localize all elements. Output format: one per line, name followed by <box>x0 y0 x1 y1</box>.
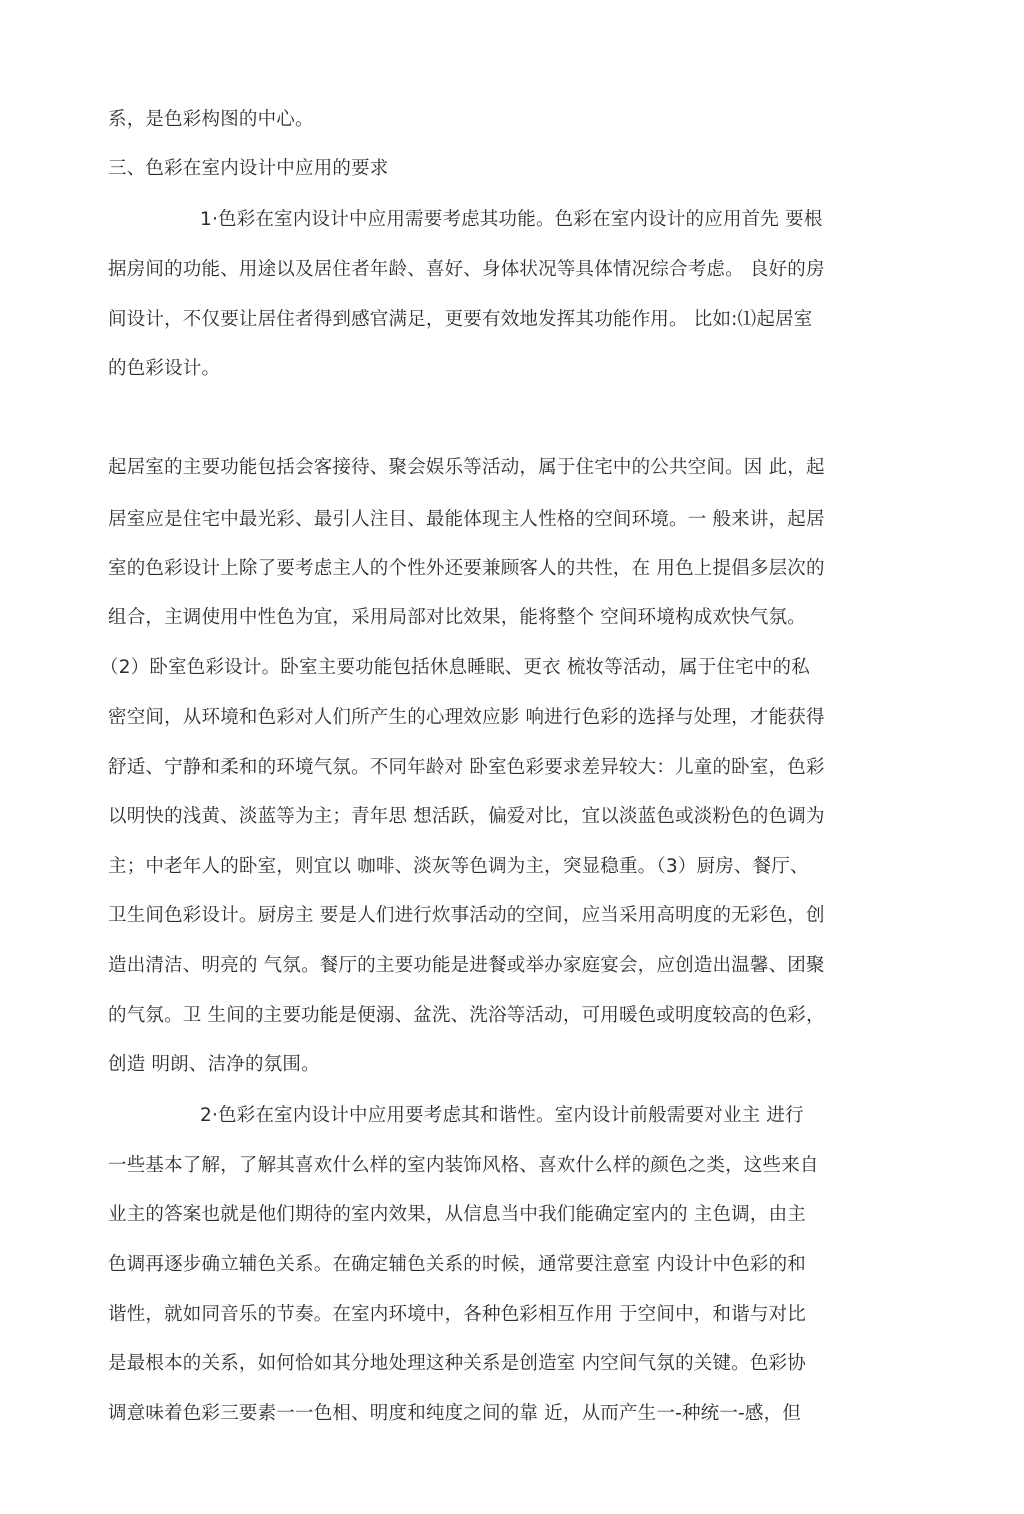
paragraph-2-line-9: 主；中老年人的卧室，则宜以 咖啡、淡灰等色调为主，突显稳重。（3）厨房、餐厅、 <box>108 856 809 877</box>
paragraph-2-line-7: 舒适、宁静和柔和的环境气氛。不同年龄对 卧室色彩要求差异较大：儿童的卧室，色彩 <box>108 757 825 778</box>
paragraph-2-line-10: 卫生间色彩设计。厨房主 要是人们进行炊事活动的空间，应当采用高明度的无彩色，创 <box>108 905 825 926</box>
paragraph-3-line-4: 色调再逐步确立辅色关系。在确定辅色关系的时候，通常要注意室 内设计中色彩的和 <box>108 1254 806 1275</box>
paragraph-3-line-2: 一些基本了解，了解其喜欢什么样的室内装饰风格、喜欢什么样的颜色之类，这些来自 <box>108 1155 819 1176</box>
paragraph-3-line-3: 业主的答案也就是他们期待的室内效果，从信息当中我们能确定室内的 主色调，由主 <box>108 1204 806 1225</box>
paragraph-1-line-4: 的色彩设计。 <box>108 358 221 379</box>
paragraph-2-line-1: 起居室的主要功能包括会客接待、聚会娱乐等活动，属于住宅中的公共空间。因 此，起 <box>108 457 825 478</box>
paragraph-2-line-3: 室的色彩设计上除了要考虑主人的个性外还要兼顾客人的共性，在 用色上提倡多层次的 <box>108 558 825 579</box>
paragraph-1-line-2: 据房间的功能、用途以及居住者年龄、喜好、身体状况等具体情况综合考虑。 良好的房 <box>108 259 825 280</box>
section-heading-3: 三、色彩在室内设计中应用的要求 <box>108 158 389 179</box>
paragraph-2-line-11: 造出清洁、明亮的 气氛。餐厅的主要功能是进餐或举办家庭宴会，应创造出温馨、团聚 <box>108 955 825 976</box>
paragraph-2-line-13: 创造 明朗、洁净的氛围。 <box>108 1054 320 1075</box>
paragraph-1-line-3: 间设计，不仅要让居住者得到感官满足，更要有效地发挥其功能作用。 比如:⑴起居室 <box>108 309 813 330</box>
paragraph-3-line-5: 谐性，就如同音乐的节奏。在室内环境中，各种色彩相互作用 于空间中，和谐与对比 <box>108 1304 806 1325</box>
paragraph-2-line-12: 的气氛。卫 生间的主要功能是便溺、盆洗、洗浴等活动，可用暖色或明度较高的色彩， <box>108 1005 825 1026</box>
paragraph-1-line-1: 1·色彩在室内设计中应用需要考虑其功能。色彩在室内设计的应用首先 要根 <box>200 209 823 230</box>
paragraph-3-line-7: 调意味着色彩三要素一一色相、明度和纯度之间的靠 近，从而产生一-种统一-感，但 <box>108 1403 802 1424</box>
paragraph-3-line-6: 是最根本的关系，如何恰如其分地处理这种关系是创造室 内空间气氛的关键。色彩协 <box>108 1353 806 1374</box>
paragraph-2-line-4: 组合，主调使用中性色为宜，采用局部对比效果，能将整个 空间环境构成欢快气氛。 <box>108 607 806 628</box>
paragraph-2-line-2: 居室应是住宅中最光彩、最引人注目、最能体现主人性格的空间环境。一 般来讲，起居 <box>108 509 825 530</box>
text-line-1: 系，是色彩构图的中心。 <box>108 109 314 130</box>
paragraph-3-line-1: 2·色彩在室内设计中应用要考虑其和谐性。室内设计前般需要对业主 进行 <box>200 1105 804 1126</box>
paragraph-2-line-5: （2）卧室色彩设计。卧室主要功能包括休息睡眠、更衣 梳妆等活动，属于住宅中的私 <box>100 657 810 678</box>
paragraph-2-line-6: 密空间，从环境和色彩对人们所产生的心理效应影 响进行色彩的选择与处理，才能获得 <box>108 707 825 728</box>
paragraph-2-line-8: 以明快的浅黄、淡蓝等为主；青年思 想活跃，偏爱对比，宜以淡蓝色或淡粉色的色调为 <box>108 806 825 827</box>
